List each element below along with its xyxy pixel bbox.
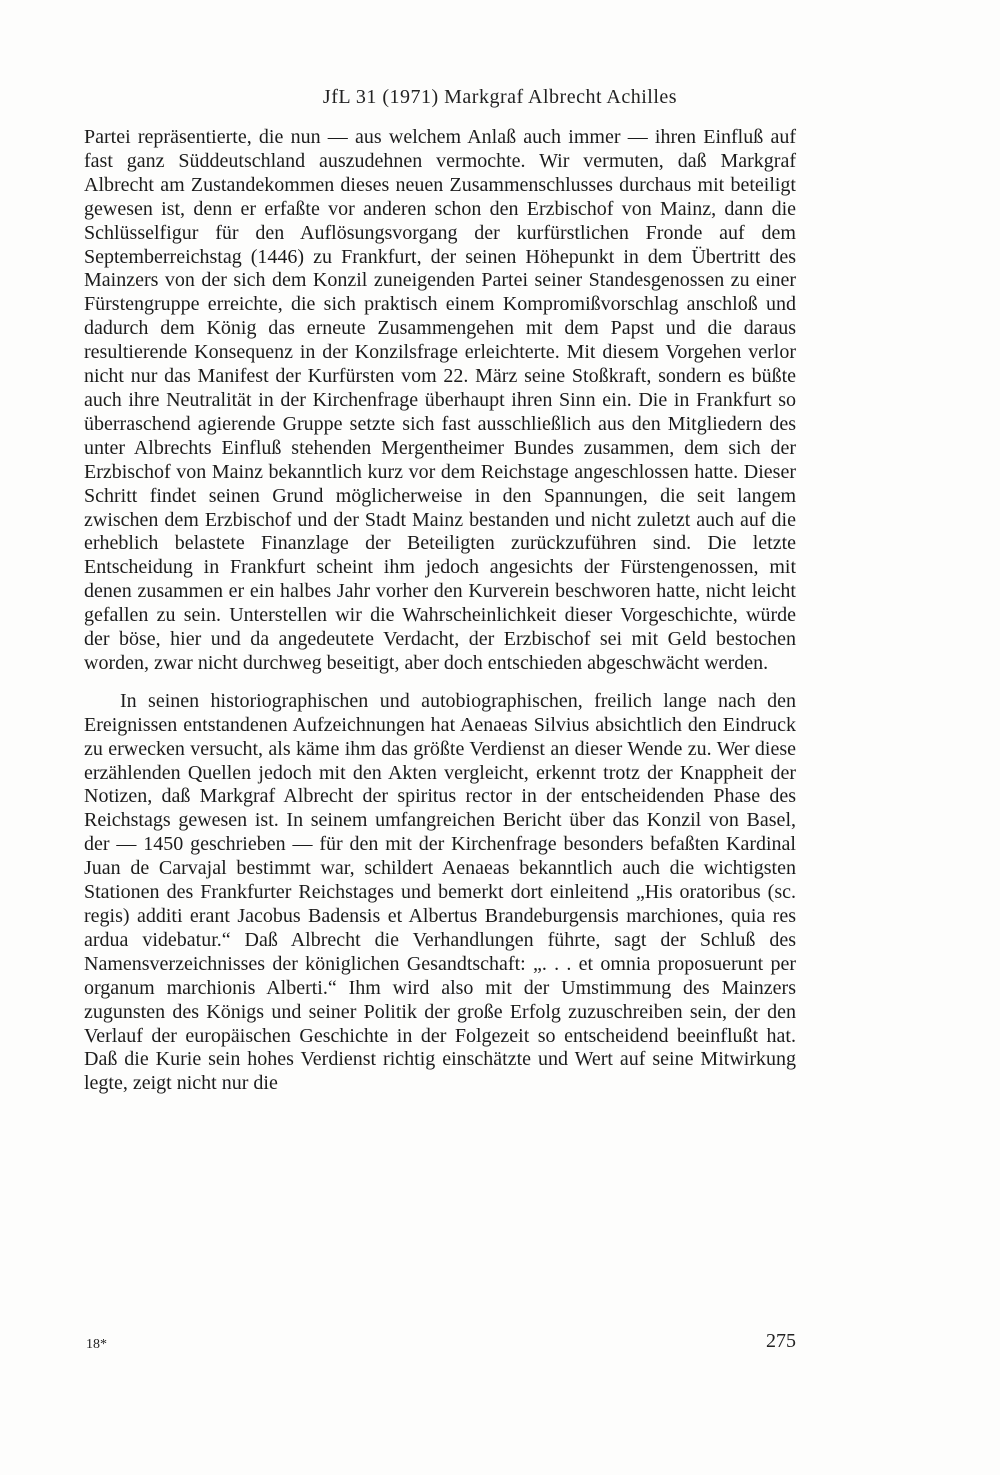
- signature-mark: 18*: [86, 1337, 107, 1352]
- paragraph-2: In seinen historiographischen und autobiographischen, freilich lange nach den Ereignissen entstandenen Aufzeichnungen hat Aenaeas Silvius absichtlich den Eindruck zu erwecken versucht, als käme ihm das größte Verdienst an dieser Wende zu. Wer diese erzählenden Quellen jedoch mit den Akten vergleicht, erkennt trotz der Knappheit der Notizen, daß Markgraf Albrecht der spiritus rector in der entscheidenden Phase des Reichstags gewesen ist. In seinem umfangreichen Bericht über das Konzil von Basel, der — 1450 geschrieben — für den mit der Kirchenfrage besonders befaßten Kardinal Juan de Carvajal bestimmt war, schildert Aenaeas bekanntlich auch die wichtigsten Stationen des Frankfurter Reichstages und bemerkt dort einleitend „His oratoribus (sc. regis) additi erant Jacobus Badensis et Albertus Brandeburgensis marchiones, quia res ardua videbatur.“ Daß Albrecht die Verhandlungen führte, sagt der Schluß des Namensverzeichnisses der königlichen Gesandtschaft: „. . . et omnia proposuerunt per organum marchionis Alberti.“ Ihm wird also mit der Umstimmung des Mainzers zugunsten des Königs und seiner Politik der große Erfolg zuzuschreiben sein, der den Verlauf der europäischen Geschichte in der Folgezeit so entscheidend beeinflußt hat. Daß die Kurie sein hohes Verdienst richtig einschätzte und Wert auf seine Mitwirkung legte, zeigt nicht nur die: [84, 689, 796, 1095]
- running-head: JfL 31 (1971) Markgraf Albrecht Achilles: [322, 86, 678, 108]
- page-number: 275: [766, 1330, 796, 1352]
- body-text: [84, 126, 796, 1096]
- paragraph-1: Partei repräsentierte, die nun — aus welchem Anlaß auch immer — ihren Einfluß auf fast ganz Süddeutschland auszudehnen vermochte. Wir vermuten, daß Markgraf Albrecht am Zustandekommen dieses neuen Zusammenschlusses durchaus mit beteiligt gewesen ist, denn er erfaßte vor anderen schon den Erzbischof von Mainz, dann die Schlüsselfigur für den Auflösungsvorgang der kurfürstlichen Fronde auf dem Septemberreichstag (1446) zu Frankfurt, der seinen Höhepunkt in dem Übertritt des Mainzers von der sich dem Konzil zuneigenden Partei seiner Standesgenossen zu einer Fürstengruppe erreichte, die sich praktisch einem Kompromißvorschlag anschloß und dadurch dem König das erneute Zusammengehen mit dem Papst und die daraus resultierende Konsequenz in der Konzilsfrage erleichterte. Mit diesem Vorgehen verlor nicht nur das Manifest der Kurfürsten vom 22. März seine Stoßkraft, sondern es büßte auch ihre Neutralität in der Kirchenfrage überhaupt ihren Sinn ein. Die in Frankfurt so überraschend agierende Gruppe setzte sich fast ausschließlich aus den Mitgliedern des unter Albrechts Einfluß stehenden Mergentheimer Bundes zusammen, dem sich der Erzbischof von Mainz bekanntlich kurz vor dem Reichstage angeschlossen hatte. Dieser Schritt findet seinen Grund möglicherweise in den Spannungen, die seit langem zwischen dem Erzbischof und der Stadt Mainz bestanden und nicht zuletzt auch auf die erheblich belastete Finanzlage der Beteiligten zurückzuführen sind. Die letzte Entscheidung in Frankfurt scheint ihm jedoch angesichts der Fürstengenossen, mit denen zusammen er ein halbes Jahr vorher den Kurverein beschworen hatte, nicht leicht gefallen zu sein. Unterstellen wir die Wahrscheinlichkeit dieser Vorgeschichte, würde der böse, hier und da angedeutete Verdacht, der Erzbischof sei mit Geld bestochen worden, zwar nicht durchweg beseitigt, aber doch entschieden abgeschwächt werden.: [84, 126, 796, 674]
